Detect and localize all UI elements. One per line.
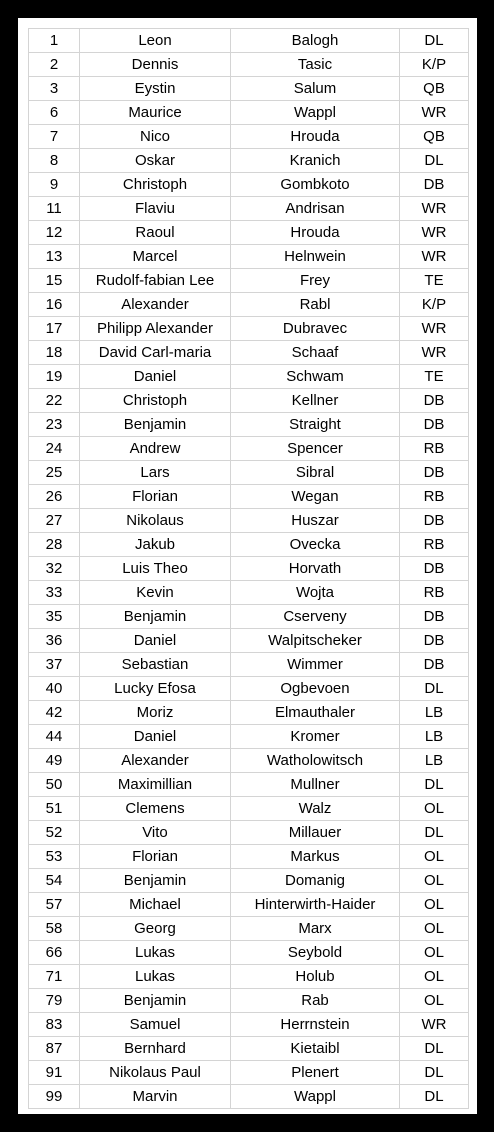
table-row	[29, 893, 469, 917]
last-name-cell: Cserveny	[231, 605, 400, 629]
last-name-cell: Straight	[231, 413, 400, 437]
first-name-cell: Christoph	[80, 389, 231, 413]
last-name-cell: Wappl	[231, 1085, 400, 1109]
position-cell: OL	[400, 845, 469, 869]
position-cell: RB	[400, 533, 469, 557]
last-name-cell: Holub	[231, 965, 400, 989]
first-name-cell: Bernhard	[80, 1037, 231, 1061]
last-name-cell: Kromer	[231, 725, 400, 749]
table-row	[29, 581, 469, 605]
jersey-number-cell: 49	[29, 749, 80, 773]
last-name-cell: Schaaf	[231, 341, 400, 365]
first-name-cell: Philipp Alexander	[80, 317, 231, 341]
table-row	[29, 605, 469, 629]
last-name-cell: Balogh	[231, 29, 400, 53]
last-name-cell: Domanig	[231, 869, 400, 893]
first-name-cell: Alexander	[80, 749, 231, 773]
jersey-number-cell: 33	[29, 581, 80, 605]
last-name-cell: Herrnstein	[231, 1013, 400, 1037]
last-name-cell: Helnwein	[231, 245, 400, 269]
position-cell: OL	[400, 941, 469, 965]
jersey-number-cell: 83	[29, 1013, 80, 1037]
position-cell: DL	[400, 1037, 469, 1061]
last-name-cell: Horvath	[231, 557, 400, 581]
table-row	[29, 149, 469, 173]
jersey-number-cell: 51	[29, 797, 80, 821]
table-row	[29, 773, 469, 797]
last-name-cell: Huszar	[231, 509, 400, 533]
jersey-number-cell: 26	[29, 485, 80, 509]
last-name-cell: Frey	[231, 269, 400, 293]
last-name-cell: Wimmer	[231, 653, 400, 677]
jersey-number-cell: 52	[29, 821, 80, 845]
table-row	[29, 365, 469, 389]
first-name-cell: Oskar	[80, 149, 231, 173]
jersey-number-cell: 17	[29, 317, 80, 341]
table-row	[29, 485, 469, 509]
first-name-cell: Andrew	[80, 437, 231, 461]
last-name-cell: Walpitscheker	[231, 629, 400, 653]
position-cell: OL	[400, 797, 469, 821]
first-name-cell: Benjamin	[80, 605, 231, 629]
jersey-number-cell: 11	[29, 197, 80, 221]
first-name-cell: Florian	[80, 485, 231, 509]
last-name-cell: Gombkoto	[231, 173, 400, 197]
first-name-cell: Raoul	[80, 221, 231, 245]
jersey-number-cell: 44	[29, 725, 80, 749]
last-name-cell: Spencer	[231, 437, 400, 461]
table-row	[29, 725, 469, 749]
table-row	[29, 557, 469, 581]
position-cell: DL	[400, 149, 469, 173]
position-cell: DL	[400, 821, 469, 845]
last-name-cell: Markus	[231, 845, 400, 869]
table-row	[29, 653, 469, 677]
jersey-number-cell: 24	[29, 437, 80, 461]
position-cell: DL	[400, 1085, 469, 1109]
position-cell: RB	[400, 437, 469, 461]
last-name-cell: Walz	[231, 797, 400, 821]
table-row	[29, 797, 469, 821]
last-name-cell: Schwam	[231, 365, 400, 389]
first-name-cell: Vito	[80, 821, 231, 845]
position-cell: DB	[400, 461, 469, 485]
first-name-cell: Marcel	[80, 245, 231, 269]
table-row	[29, 917, 469, 941]
position-cell: WR	[400, 101, 469, 125]
jersey-number-cell: 36	[29, 629, 80, 653]
table-row	[29, 197, 469, 221]
last-name-cell: Wojta	[231, 581, 400, 605]
first-name-cell: Florian	[80, 845, 231, 869]
last-name-cell: Seybold	[231, 941, 400, 965]
first-name-cell: Lukas	[80, 965, 231, 989]
jersey-number-cell: 35	[29, 605, 80, 629]
first-name-cell: Lukas	[80, 941, 231, 965]
table-row	[29, 245, 469, 269]
table-row	[29, 845, 469, 869]
first-name-cell: Maximillian	[80, 773, 231, 797]
first-name-cell: Luis Theo	[80, 557, 231, 581]
roster-table	[28, 28, 469, 1109]
last-name-cell: Rab	[231, 989, 400, 1013]
table-row	[29, 821, 469, 845]
table-row	[29, 509, 469, 533]
jersey-number-cell: 2	[29, 53, 80, 77]
last-name-cell: Sibral	[231, 461, 400, 485]
position-cell: WR	[400, 317, 469, 341]
first-name-cell: Benjamin	[80, 989, 231, 1013]
first-name-cell: Daniel	[80, 725, 231, 749]
table-row	[29, 341, 469, 365]
last-name-cell: Watholowitsch	[231, 749, 400, 773]
first-name-cell: Eystin	[80, 77, 231, 101]
first-name-cell: Georg	[80, 917, 231, 941]
table-row	[29, 749, 469, 773]
position-cell: TE	[400, 365, 469, 389]
table-row	[29, 173, 469, 197]
roster-sheet	[18, 18, 477, 1114]
table-row	[29, 1013, 469, 1037]
table-row	[29, 677, 469, 701]
position-cell: WR	[400, 221, 469, 245]
first-name-cell: Moriz	[80, 701, 231, 725]
position-cell: K/P	[400, 293, 469, 317]
table-row	[29, 869, 469, 893]
first-name-cell: Clemens	[80, 797, 231, 821]
table-row	[29, 701, 469, 725]
position-cell: OL	[400, 989, 469, 1013]
position-cell: WR	[400, 341, 469, 365]
table-row	[29, 437, 469, 461]
last-name-cell: Dubravec	[231, 317, 400, 341]
position-cell: TE	[400, 269, 469, 293]
jersey-number-cell: 12	[29, 221, 80, 245]
position-cell: RB	[400, 581, 469, 605]
position-cell: WR	[400, 245, 469, 269]
table-row	[29, 461, 469, 485]
position-cell: LB	[400, 725, 469, 749]
jersey-number-cell: 58	[29, 917, 80, 941]
position-cell: DL	[400, 29, 469, 53]
first-name-cell: Dennis	[80, 53, 231, 77]
table-row	[29, 989, 469, 1013]
jersey-number-cell: 25	[29, 461, 80, 485]
first-name-cell: Maurice	[80, 101, 231, 125]
position-cell: DB	[400, 509, 469, 533]
position-cell: DB	[400, 629, 469, 653]
jersey-number-cell: 79	[29, 989, 80, 1013]
first-name-cell: David Carl-maria	[80, 341, 231, 365]
position-cell: OL	[400, 965, 469, 989]
jersey-number-cell: 28	[29, 533, 80, 557]
table-row	[29, 29, 469, 53]
first-name-cell: Jakub	[80, 533, 231, 557]
last-name-cell: Kellner	[231, 389, 400, 413]
position-cell: DL	[400, 677, 469, 701]
first-name-cell: Nico	[80, 125, 231, 149]
jersey-number-cell: 3	[29, 77, 80, 101]
table-row	[29, 101, 469, 125]
position-cell: DB	[400, 389, 469, 413]
position-cell: LB	[400, 749, 469, 773]
last-name-cell: Marx	[231, 917, 400, 941]
position-cell: LB	[400, 701, 469, 725]
jersey-number-cell: 66	[29, 941, 80, 965]
position-cell: DL	[400, 773, 469, 797]
last-name-cell: Wappl	[231, 101, 400, 125]
first-name-cell: Kevin	[80, 581, 231, 605]
last-name-cell: Elmauthaler	[231, 701, 400, 725]
position-cell: OL	[400, 869, 469, 893]
roster-table-body	[29, 29, 469, 1109]
position-cell: DB	[400, 413, 469, 437]
jersey-number-cell: 42	[29, 701, 80, 725]
first-name-cell: Alexander	[80, 293, 231, 317]
table-row	[29, 413, 469, 437]
position-cell: DB	[400, 557, 469, 581]
table-row	[29, 125, 469, 149]
last-name-cell: Andrisan	[231, 197, 400, 221]
first-name-cell: Lucky Efosa	[80, 677, 231, 701]
jersey-number-cell: 7	[29, 125, 80, 149]
table-row	[29, 53, 469, 77]
jersey-number-cell: 16	[29, 293, 80, 317]
jersey-number-cell: 18	[29, 341, 80, 365]
position-cell: DB	[400, 605, 469, 629]
table-row	[29, 77, 469, 101]
first-name-cell: Flaviu	[80, 197, 231, 221]
table-row	[29, 1085, 469, 1109]
first-name-cell: Benjamin	[80, 869, 231, 893]
position-cell: K/P	[400, 53, 469, 77]
first-name-cell: Benjamin	[80, 413, 231, 437]
first-name-cell: Marvin	[80, 1085, 231, 1109]
position-cell: DB	[400, 653, 469, 677]
jersey-number-cell: 71	[29, 965, 80, 989]
last-name-cell: Rabl	[231, 293, 400, 317]
first-name-cell: Nikolaus	[80, 509, 231, 533]
last-name-cell: Wegan	[231, 485, 400, 509]
last-name-cell: Millauer	[231, 821, 400, 845]
table-row	[29, 317, 469, 341]
last-name-cell: Hrouda	[231, 221, 400, 245]
position-cell: WR	[400, 1013, 469, 1037]
first-name-cell: Rudolf-fabian Lee	[80, 269, 231, 293]
table-row	[29, 941, 469, 965]
first-name-cell: Leon	[80, 29, 231, 53]
table-row	[29, 965, 469, 989]
last-name-cell: Hinterwirth-Haider	[231, 893, 400, 917]
position-cell: QB	[400, 125, 469, 149]
last-name-cell: Ovecka	[231, 533, 400, 557]
jersey-number-cell: 8	[29, 149, 80, 173]
first-name-cell: Christoph	[80, 173, 231, 197]
table-row	[29, 1037, 469, 1061]
jersey-number-cell: 57	[29, 893, 80, 917]
table-row	[29, 533, 469, 557]
last-name-cell: Kranich	[231, 149, 400, 173]
jersey-number-cell: 91	[29, 1061, 80, 1085]
jersey-number-cell: 13	[29, 245, 80, 269]
first-name-cell: Sebastian	[80, 653, 231, 677]
first-name-cell: Lars	[80, 461, 231, 485]
jersey-number-cell: 99	[29, 1085, 80, 1109]
jersey-number-cell: 9	[29, 173, 80, 197]
last-name-cell: Ogbevoen	[231, 677, 400, 701]
last-name-cell: Plenert	[231, 1061, 400, 1085]
table-row	[29, 221, 469, 245]
jersey-number-cell: 50	[29, 773, 80, 797]
jersey-number-cell: 54	[29, 869, 80, 893]
jersey-number-cell: 1	[29, 29, 80, 53]
jersey-number-cell: 40	[29, 677, 80, 701]
last-name-cell: Kietaibl	[231, 1037, 400, 1061]
jersey-number-cell: 27	[29, 509, 80, 533]
position-cell: OL	[400, 917, 469, 941]
first-name-cell: Samuel	[80, 1013, 231, 1037]
jersey-number-cell: 22	[29, 389, 80, 413]
position-cell: DB	[400, 173, 469, 197]
jersey-number-cell: 87	[29, 1037, 80, 1061]
first-name-cell: Nikolaus Paul	[80, 1061, 231, 1085]
jersey-number-cell: 32	[29, 557, 80, 581]
table-row	[29, 1061, 469, 1085]
table-row	[29, 293, 469, 317]
position-cell: RB	[400, 485, 469, 509]
last-name-cell: Mullner	[231, 773, 400, 797]
first-name-cell: Daniel	[80, 365, 231, 389]
position-cell: DL	[400, 1061, 469, 1085]
jersey-number-cell: 19	[29, 365, 80, 389]
jersey-number-cell: 15	[29, 269, 80, 293]
table-row	[29, 389, 469, 413]
last-name-cell: Hrouda	[231, 125, 400, 149]
position-cell: OL	[400, 893, 469, 917]
table-row	[29, 629, 469, 653]
jersey-number-cell: 37	[29, 653, 80, 677]
first-name-cell: Daniel	[80, 629, 231, 653]
jersey-number-cell: 23	[29, 413, 80, 437]
jersey-number-cell: 53	[29, 845, 80, 869]
jersey-number-cell: 6	[29, 101, 80, 125]
position-cell: QB	[400, 77, 469, 101]
position-cell: WR	[400, 197, 469, 221]
last-name-cell: Salum	[231, 77, 400, 101]
last-name-cell: Tasic	[231, 53, 400, 77]
table-row	[29, 269, 469, 293]
first-name-cell: Michael	[80, 893, 231, 917]
